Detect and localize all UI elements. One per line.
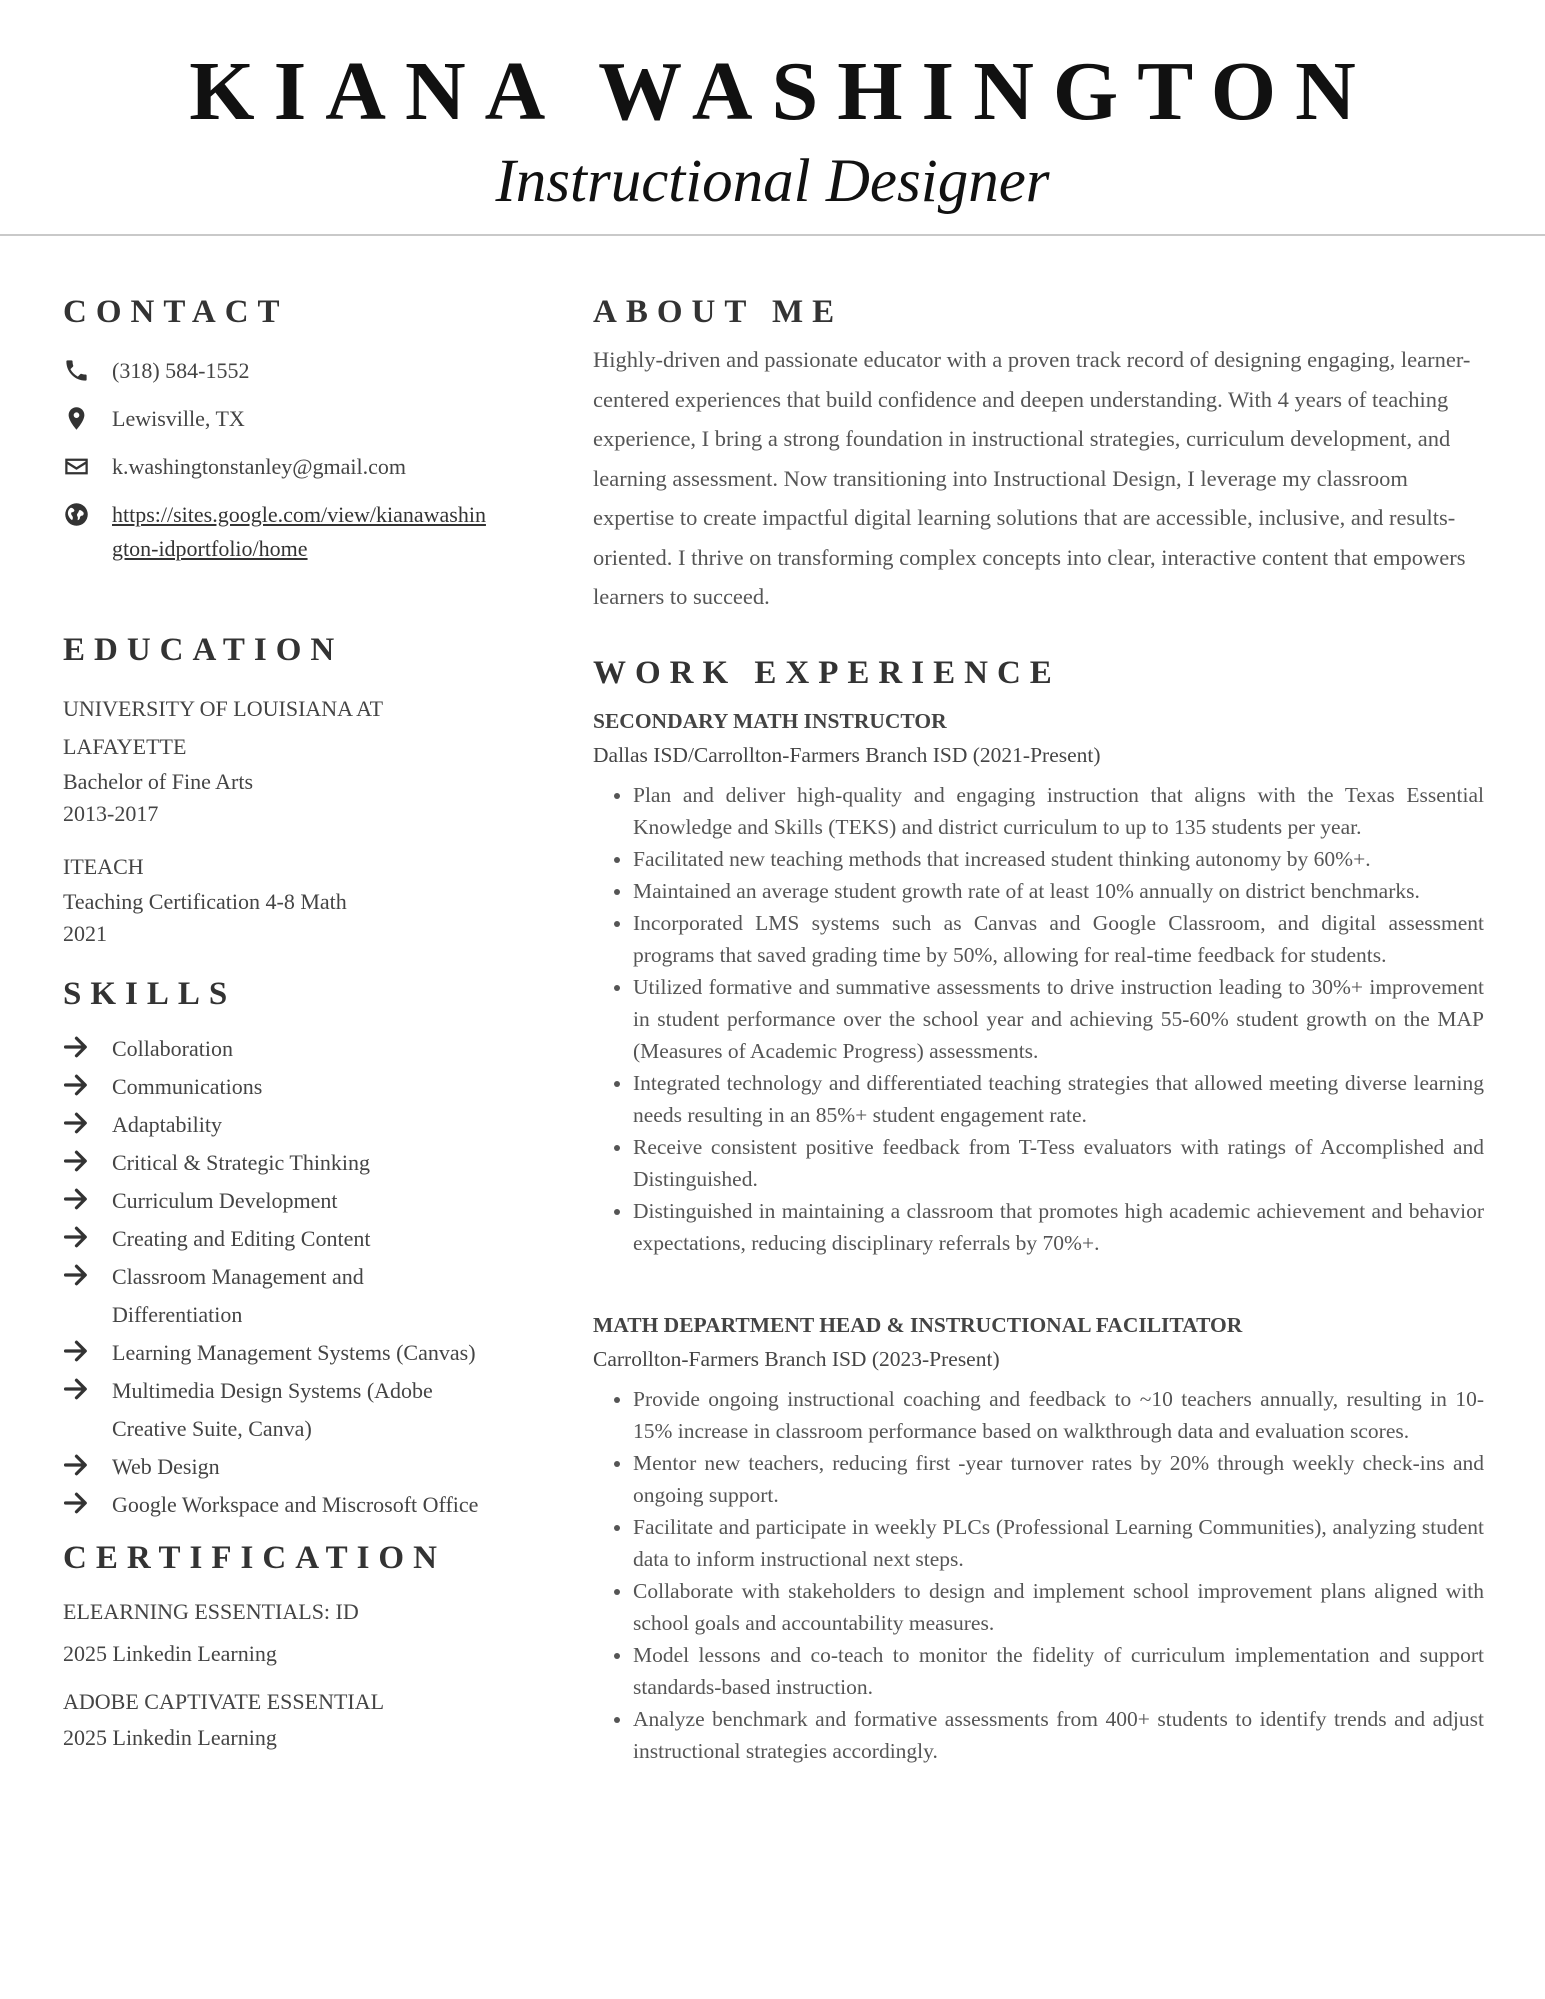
arrow-right-icon <box>63 1149 90 1173</box>
skill-item <box>63 1334 493 1372</box>
skills-heading: SKILLS <box>63 976 237 1012</box>
job-org: Dallas ISD/Carrollton-Farmers Branch ISD (2021-Present) <box>593 742 1101 767</box>
arrow-right-icon <box>63 1073 90 1097</box>
education-entry <box>63 848 493 950</box>
right-column <box>593 290 1484 1767</box>
skill-item <box>63 1182 493 1220</box>
job-entry <box>593 703 1484 1259</box>
skill-item <box>63 1068 493 1106</box>
phone-text: (318) 584-1552 <box>112 358 250 383</box>
skill-label: Google Workspace and Miscrosoft Office <box>112 1492 479 1517</box>
location-pin-icon <box>63 405 90 432</box>
skill-label: Multimedia Design Systems (Adobe Creative Suite, Canva) <box>112 1378 433 1441</box>
arrow-right-icon <box>63 1263 90 1287</box>
arrow-right-icon <box>63 1187 90 1211</box>
certification-heading: CERTIFICATION <box>63 1540 446 1576</box>
skill-label: Learning Management Systems (Canvas) <box>112 1340 476 1365</box>
job-bullet: • Distinguished in maintaining a classroom that promotes high academic achievement and behavior expectations, reducing disciplinary referrals by 70%+. <box>633 1195 1484 1259</box>
education-school: UNIVERSITY OF LOUISIANA AT LAFAYETTE <box>63 696 383 759</box>
skill-item <box>63 1030 493 1068</box>
certification-name: ELEARNING ESSENTIALS: ID <box>63 1599 359 1624</box>
skill-item <box>63 1486 493 1524</box>
job-bullet: • Analyze benchmark and formative assessments from 400+ students to identify trends and adjust instructional strategies accordingly. <box>633 1703 1484 1767</box>
skill-label: Collaboration <box>112 1036 233 1061</box>
education-school: ITEACH <box>63 854 144 879</box>
certification-org: 2025 Linkedin Learning <box>63 1725 277 1750</box>
education-section <box>63 628 493 950</box>
arrow-right-icon <box>63 1111 90 1135</box>
candidate-title: Instructional Designer <box>495 148 1050 215</box>
job-bullet: • Mentor new teachers, reducing first -year turnover rates by 20% through weekly check-ins and ongoing support. <box>633 1447 1484 1511</box>
job-bullet: • Incorporated LMS systems such as Canvas and Google Classroom, and digital assessment programs that saved grading time by 50%, allowing for real-time feedback for students. <box>633 907 1484 971</box>
contact-list <box>63 354 493 566</box>
resume-header <box>0 0 1545 236</box>
job-bullet: • Receive consistent positive feedback from T-Tess evaluators with ratings of Accomplished and Distinguished. <box>633 1131 1484 1195</box>
skill-label: Adaptability <box>112 1112 222 1137</box>
job-bullet: • Provide ongoing instructional coaching and feedback to ~10 teachers annually, resulting in 10-15% increase in classroom performance based on walkthrough data and evaluation scores. <box>633 1383 1484 1447</box>
location-text: Lewisville, TX <box>112 406 245 431</box>
skill-item <box>63 1372 493 1448</box>
email-text[interactable]: k.washingtonstanley@gmail.com <box>112 454 406 479</box>
work-section <box>593 651 1484 1767</box>
certification-entry <box>63 1594 493 1672</box>
arrow-right-icon <box>63 1491 90 1515</box>
skills-section <box>63 972 493 1524</box>
certification-entry <box>63 1684 493 1756</box>
contact-website <box>63 498 493 566</box>
job-bullet: • Facilitated new teaching methods that increased student thinking autonomy by 60%+. <box>633 843 1484 875</box>
mail-icon <box>63 453 90 480</box>
job-bullet: • Integrated technology and differentiated teaching strategies that allowed meeting diverse learning needs resulting in an 85%+ student engagement rate. <box>633 1067 1484 1131</box>
education-degree: Bachelor of Fine Arts <box>63 769 254 794</box>
job-title: SECONDARY MATH INSTRUCTOR <box>593 708 947 733</box>
about-text: Highly-driven and passionate educator with a proven track record of designing engaging, learner-centered experiences that build confidence and deepen understanding. With 4 years of teaching experience, I bring a strong foundation in instructional strategies, curriculum development, and learning assessment. Now transitioning into Instructional Design, I leverage my classroom expertise to create impactful digital learning solutions that are accessible, inclusive, and results-oriented. I thrive on transforming complex concepts into clear, interactive content that empowers learners to succeed. <box>593 347 1471 609</box>
candidate-name: KIANA WASHINGTON <box>189 45 1375 138</box>
skill-item <box>63 1258 493 1334</box>
globe-icon <box>63 501 90 528</box>
left-column <box>63 290 493 1756</box>
job-bullet: • Plan and deliver high-quality and engaging instruction that aligns with the Texas Essential Knowledge and Skills (TEKS) and district curriculum to up to 135 students per year. <box>633 779 1484 843</box>
arrow-right-icon <box>63 1377 90 1401</box>
contact-phone <box>63 354 493 388</box>
arrow-right-icon <box>63 1035 90 1059</box>
job-bullets <box>593 1383 1484 1767</box>
phone-icon <box>63 357 90 384</box>
job-title: MATH DEPARTMENT HEAD & INSTRUCTIONAL FACILITATOR <box>593 1312 1243 1337</box>
certification-name: ADOBE CAPTIVATE ESSENTIAL <box>63 1689 385 1714</box>
job-org: Carrollton-Farmers Branch ISD (2023-Present) <box>593 1346 1000 1371</box>
about-heading: ABOUT ME <box>593 294 844 330</box>
skill-item <box>63 1220 493 1258</box>
job-bullet: • Maintained an average student growth rate of at least 10% annually on district benchmarks. <box>633 875 1484 907</box>
education-entry <box>63 690 493 830</box>
arrow-right-icon <box>63 1339 90 1363</box>
skill-label: Critical & Strategic Thinking <box>112 1150 371 1175</box>
work-heading: WORK EXPERIENCE <box>593 654 1061 691</box>
job-entry <box>593 1307 1484 1767</box>
education-years: 2013-2017 <box>63 801 159 826</box>
education-degree: Teaching Certification 4-8 Math <box>63 889 347 914</box>
skill-label: Curriculum Development <box>112 1188 338 1213</box>
certification-org: 2025 Linkedin Learning <box>63 1641 277 1666</box>
skill-label: Web Design <box>112 1454 220 1479</box>
arrow-right-icon <box>63 1453 90 1477</box>
skill-label: Creating and Editing Content <box>112 1226 371 1251</box>
skill-item <box>63 1106 493 1144</box>
education-heading: EDUCATION <box>63 632 344 668</box>
skill-item <box>63 1144 493 1182</box>
job-bullets <box>593 779 1484 1259</box>
arrow-right-icon <box>63 1225 90 1249</box>
certification-section <box>63 1536 493 1756</box>
job-bullet: • Model lessons and co-teach to monitor the fidelity of curriculum implementation and support standards-based instruction. <box>633 1639 1484 1703</box>
contact-heading: CONTACT <box>63 294 289 330</box>
skill-label: Communications <box>112 1074 263 1099</box>
job-bullet: • Utilized formative and summative assessments to drive instruction leading to 30%+ improvement in student performance over the school year and achieving 55-60% student growth on the MAP (Measures of Academic Progress) assessments. <box>633 971 1484 1067</box>
education-years: 2021 <box>63 921 107 946</box>
contact-location <box>63 402 493 436</box>
skill-label: Classroom Management and Differentiation <box>112 1264 364 1327</box>
job-bullet: • Facilitate and participate in weekly PLCs (Professional Learning Communities), analyzing student data to inform instructional next steps. <box>633 1511 1484 1575</box>
contact-email <box>63 450 493 484</box>
skill-item <box>63 1448 493 1486</box>
portfolio-link[interactable]: https://sites.google.com/view/kianawashington-idportfolio/home <box>112 502 486 561</box>
skills-list <box>63 1030 493 1524</box>
job-bullet: • Collaborate with stakeholders to design and implement school improvement plans aligned with school goals and accountability measures. <box>633 1575 1484 1639</box>
